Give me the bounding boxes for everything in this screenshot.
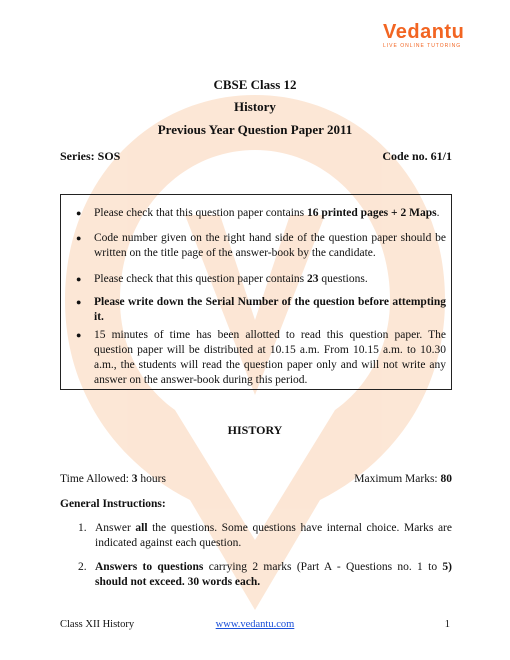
time-allowed: Time Allowed: 3 hours	[60, 473, 166, 485]
code-number-label: Code no. 61/1	[382, 149, 452, 163]
maximum-marks: Maximum Marks: 80	[354, 473, 452, 485]
bullet-icon: ●	[76, 274, 82, 284]
logo-wordmark: Vedantu	[383, 21, 465, 43]
paper-class-title: CBSE Class 12	[213, 77, 297, 92]
series-label: Series: SOS	[60, 149, 121, 163]
bullet-icon: ●	[76, 330, 82, 340]
footer-link-wrapper	[0, 619, 510, 630]
notice-item: ● 15 minutes of time has been allotted to read this question paper. The question paper will be distributed at 10.15 a.m. From 10.15 a.m. to 10.30 a.m., the students will read the question paper only and will not write any answer on the answer-book during this period.	[76, 329, 446, 386]
notice-item: ● Code number given on the right hand side of the question paper should be written on the title page of the answer-book by the candidate.	[76, 232, 446, 259]
page-number: 1	[444, 619, 450, 630]
instruction-item: 2. Answers to questions carrying 2 marks (Part A - Questions no. 1 to 5) should not exceed. 30 words each.	[78, 561, 452, 588]
footer-class-label: Class XII History	[60, 619, 135, 630]
paper-subject-title: History	[234, 99, 276, 114]
bullet-icon: ●	[76, 233, 82, 243]
notice-item: ● Please check that this question paper contains 16 printed pages + 2 Maps.	[76, 207, 440, 219]
bullet-icon: ●	[76, 297, 82, 307]
notice-item: ● Please write down the Serial Number of the question before attempting it.	[76, 296, 446, 323]
bullet-icon: ●	[76, 208, 82, 218]
section-heading: HISTORY	[227, 423, 283, 437]
general-instructions-heading: General Instructions:	[60, 498, 166, 510]
notice-box	[60, 194, 452, 390]
paper-year-title: Previous Year Question Paper 2011	[157, 122, 353, 137]
logo-tagline: LIVE ONLINE TUTORING	[383, 43, 462, 49]
instruction-item: 1. Answer all the questions. Some questions have internal choice. Marks are indicated against each question.	[78, 522, 452, 549]
notice-item: ● Please check that this question paper contains 23 questions.	[76, 273, 368, 285]
website-link[interactable]: www.vedantu.com	[215, 619, 295, 630]
vedantu-logo	[383, 22, 483, 49]
